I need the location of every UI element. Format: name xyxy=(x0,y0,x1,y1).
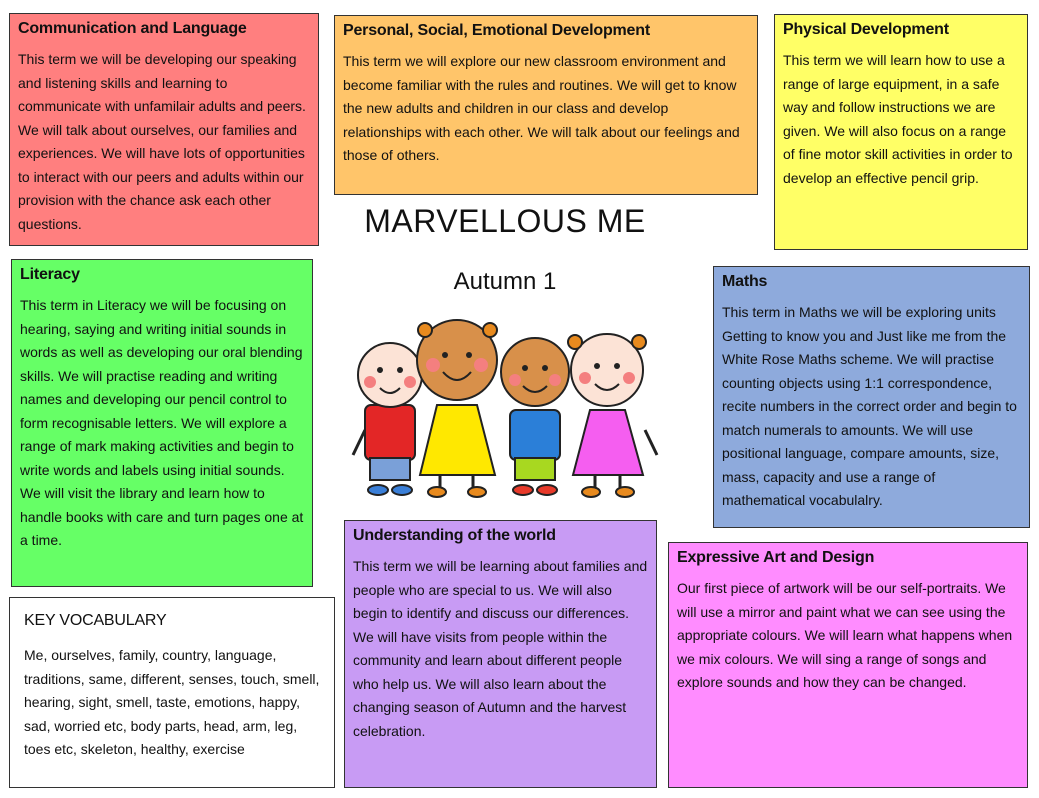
communication-text: This term we will be developing our speaking and listening skills and learning to communicate with unfamilair adults and peers. We will talk about ourselves, our families and experiences. We will have lots of opportunities to interact with our peers and adults within our provision with the chance ask each other questions. xyxy=(18,51,306,232)
physical-development-box xyxy=(774,14,1028,250)
vocabulary-heading: KEY VOCABULARY xyxy=(24,612,167,629)
physical-text: This term we will learn how to use a range of large equipment, in a safe way and follow instructions we are given. We will also focus on a range of fine motor skill activities in order to develop an effective pencil grip. xyxy=(783,52,1013,186)
child-yellow-icon xyxy=(417,320,497,497)
child-red-icon xyxy=(353,343,422,495)
literacy-text: This term in Literacy we will be focusing on hearing, saying and writing initial sounds in words as well as developing our oral blending skills. We will practise reading and writing names and developing our pencil control to form recognisable letters. We will explore a range of mark making activities and begin to write words and labels using initial sounds. We will visit the library and learn how to handle books with care and turn pages one at a time. xyxy=(20,297,304,548)
literacy-heading: Literacy xyxy=(20,266,80,283)
maths-box xyxy=(713,266,1030,528)
maths-text: This term in Maths we will be exploring units Getting to know you and Just like me from the White Rose Maths scheme. We will practise counting objects using 1:1 correspondence, recite numbers in the correct order and begin to match numerals to amounts. We will use positional language, compare amounts, size, mass, capacity and use a range of mathematical vocabulalry. xyxy=(722,304,1017,508)
psed-heading: Personal, Social, Emotional Development xyxy=(343,22,650,39)
world-text: This term we will be learning about families and people who are special to us. We will also begin to identify and discuss our differences. We will have visits from people within the community and learn about different people who help us. We will also learn about the changing season of Autumn and the harvest celebration. xyxy=(353,558,648,739)
expressive-art-box xyxy=(668,542,1028,788)
maths-heading: Maths xyxy=(722,273,768,290)
child-blue-icon xyxy=(501,338,569,495)
physical-heading: Physical Development xyxy=(783,21,949,38)
communication-heading: Communication and Language xyxy=(18,20,247,37)
understanding-world-box xyxy=(344,520,657,788)
communication-language-box xyxy=(9,13,319,246)
vocabulary-text: Me, ourselves, family, country, language, traditions, same, different, senses, touch, smell, hearing, sight, smell, taste, emotions, happy, sad, worried etc, body parts, head, arm, leg, toes etc, skeleton, healthy, exercise xyxy=(24,647,320,757)
literacy-box xyxy=(11,259,313,587)
art-heading: Expressive Art and Design xyxy=(677,549,875,566)
world-heading: Understanding of the world xyxy=(353,527,556,544)
page-title: MARVELLOUS ME xyxy=(364,203,646,239)
children-illustration xyxy=(345,310,660,500)
psed-box xyxy=(334,15,758,195)
psed-text: This term we will explore our new classroom environment and become familiar with the rules and routines. We will get to know the new adults and children in our class and develop relationships with each other. We will talk about our feelings and those of others. xyxy=(343,53,740,163)
art-text: Our first piece of artwork will be our self-portraits. We will use a mirror and paint what we can see using the appropriate colours. We will learn what happens when we mix colours. We will sing a range of songs and explore sounds and how they can be changed. xyxy=(677,580,1013,690)
key-vocabulary-box xyxy=(9,597,335,788)
child-pink-icon xyxy=(568,334,657,497)
page-subtitle: Autumn 1 xyxy=(453,268,557,295)
